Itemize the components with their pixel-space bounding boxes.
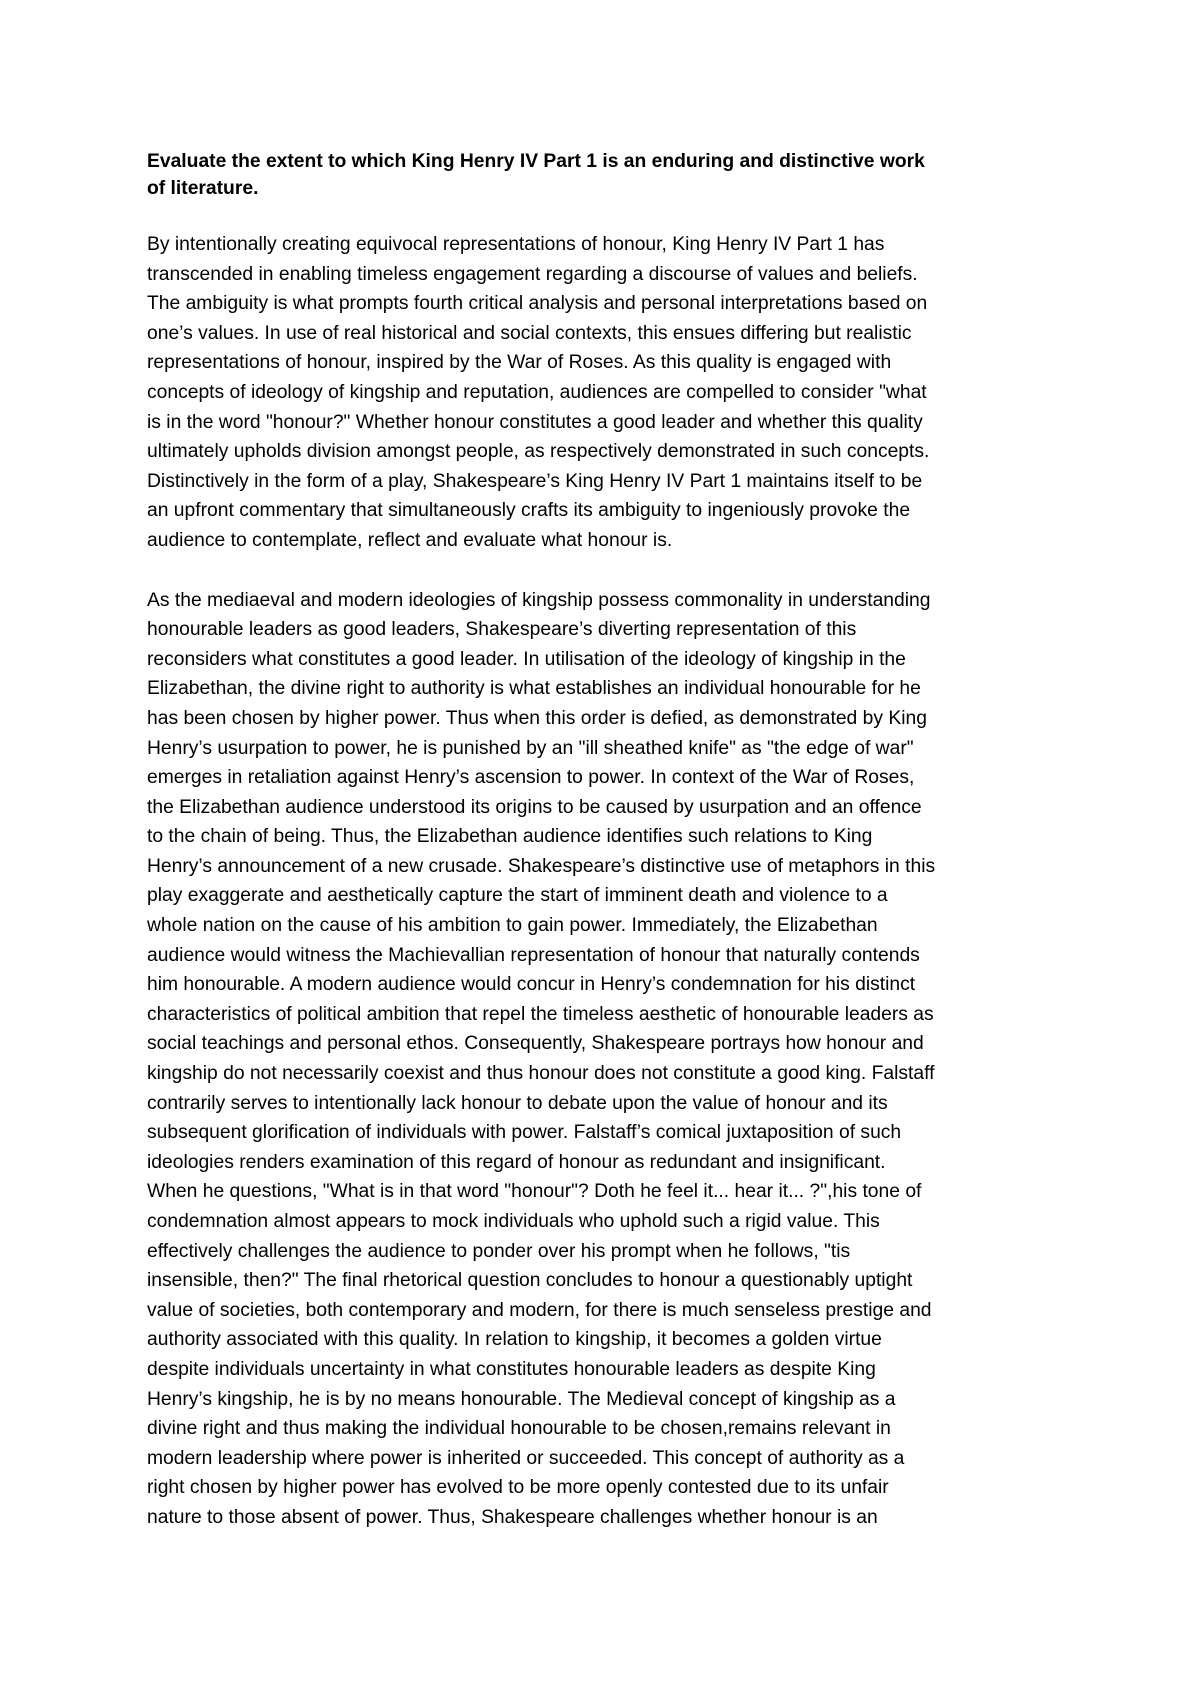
text-line: has been chosen by higher power. Thus when this order is defied, as demonstrated by King [147, 707, 927, 729]
text-line: kingship do not necessarily coexist and thus honour does not constitute a good king. Falstaff [147, 1063, 935, 1085]
text-line: insensible, then?" The final rhetorical question concludes to honour a questionably uptight [147, 1270, 913, 1292]
text-line: emerges in retaliation against Henry’s ascension to power. In context of the War of Roses, [147, 767, 915, 789]
text-line: characteristics of political ambition that repel the timeless aesthetic of honourable leaders as [147, 1003, 934, 1025]
text-line: Henry’s kingship, he is by no means honourable. The Medieval concept of kingship as a [147, 1388, 896, 1410]
paragraph-kingship [147, 586, 1077, 1533]
text-line: him honourable. A modern audience would concur in Henry’s condemnation for his distinct [147, 974, 916, 996]
text-line: divine right and thus making the individual honourable to be chosen,remains relevant in [147, 1418, 891, 1440]
text-line: audience to contemplate, reflect and evaluate what honour is. [147, 529, 673, 551]
text-line: audience would witness the Machievallian representation of honour that naturally contends [147, 944, 920, 966]
text-line: reconsiders what constitutes a good leader. In utilisation of the ideology of kingship in the [147, 648, 906, 670]
text-line: concepts of ideology of kingship and reputation, audiences are compelled to consider "what [147, 381, 927, 403]
text-line: ideologies renders examination of this regard of honour as redundant and insignificant. [147, 1151, 886, 1173]
text-line: When he questions, "What is in that word "honour"? Doth he feel it... hear it... ?",his tone of [147, 1181, 922, 1203]
text-line: honourable leaders as good leaders, Shakespeare’s diverting representation of this [147, 619, 857, 641]
essay-title [147, 148, 1077, 202]
text-line: Elizabethan, the divine right to authority is what establishes an individual honourable for he [147, 678, 921, 700]
text-line: despite individuals uncertainty in what constitutes honourable leaders as despite King [147, 1358, 876, 1380]
text-line: transcended in enabling timeless engagement regarding a discourse of values and beliefs. [147, 263, 918, 285]
text-line: Henry’s announcement of a new crusade. Shakespeare’s distinctive use of metaphors in this [147, 855, 936, 877]
text-line: to the chain of being. Thus, the Elizabethan audience identifies such relations to King [147, 826, 873, 848]
document-page [147, 148, 1077, 1533]
text-line: effectively challenges the audience to ponder over his prompt when he follows, "tis [147, 1240, 851, 1262]
text-line: condemnation almost appears to mock individuals who uphold such a rigid value. This [147, 1211, 880, 1232]
text-line: subsequent glorification of individuals with power. Falstaff’s comical juxtaposition of such [147, 1122, 902, 1144]
text-line: the Elizabethan audience understood its origins to be caused by usurpation and an offence [147, 796, 922, 818]
text-line: is in the word "honour?" Whether honour constitutes a good leader and whether this quality [147, 411, 923, 433]
text-line: modern leadership where power is inherited or succeeded. This concept of authority as a [147, 1447, 905, 1469]
paragraph-introduction [147, 230, 1077, 556]
text-line: representations of honour, inspired by the War of Roses. As this quality is engaged with [147, 352, 892, 374]
text-line: nature to those absent of power. Thus, Shakespeare challenges whether honour is an [147, 1506, 878, 1528]
text-line: right chosen by higher power has evolved to be more openly contested due to its unfair [147, 1477, 889, 1499]
text-line: The ambiguity is what prompts fourth critical analysis and personal interpretations based on [147, 293, 928, 315]
text-line: whole nation on the cause of his ambition to gain power. Immediately, the Elizabethan [147, 915, 878, 937]
text-line: an upfront commentary that simultaneously crafts its ambiguity to ingeniously provoke the [147, 500, 911, 522]
text-line: As the mediaeval and modern ideologies of kingship possess commonality in understanding [147, 589, 931, 611]
title-line: of literature. [147, 178, 259, 199]
text-line: By intentionally creating equivocal representations of honour, King Henry IV Part 1 has [147, 234, 885, 255]
text-line: one’s values. In use of real historical and social contexts, this ensues differing but realistic [147, 322, 912, 344]
text-line: ultimately upholds division amongst people, as respectively demonstrated in such concepts. [147, 441, 930, 463]
text-line: Distinctively in the form of a play, Shakespeare’s King Henry IV Part 1 maintains itself to be [147, 470, 923, 492]
text-line: contrarily serves to intentionally lack honour to debate upon the value of honour and its [147, 1092, 888, 1114]
text-line: play exaggerate and aesthetically capture the start of imminent death and violence to a [147, 885, 888, 907]
text-line: Henry’s usurpation to power, he is punished by an "ill sheathed knife" as "the edge of war" [147, 737, 914, 759]
text-line: authority associated with this quality. In relation to kingship, it becomes a golden virtue [147, 1329, 882, 1351]
title-line: Evaluate the extent to which King Henry IV Part 1 is an enduring and distinctive work [147, 151, 925, 172]
text-line: social teachings and personal ethos. Consequently, Shakespeare portrays how honour and [147, 1033, 924, 1055]
text-line: value of societies, both contemporary and modern, for there is much senseless prestige and [147, 1299, 932, 1321]
